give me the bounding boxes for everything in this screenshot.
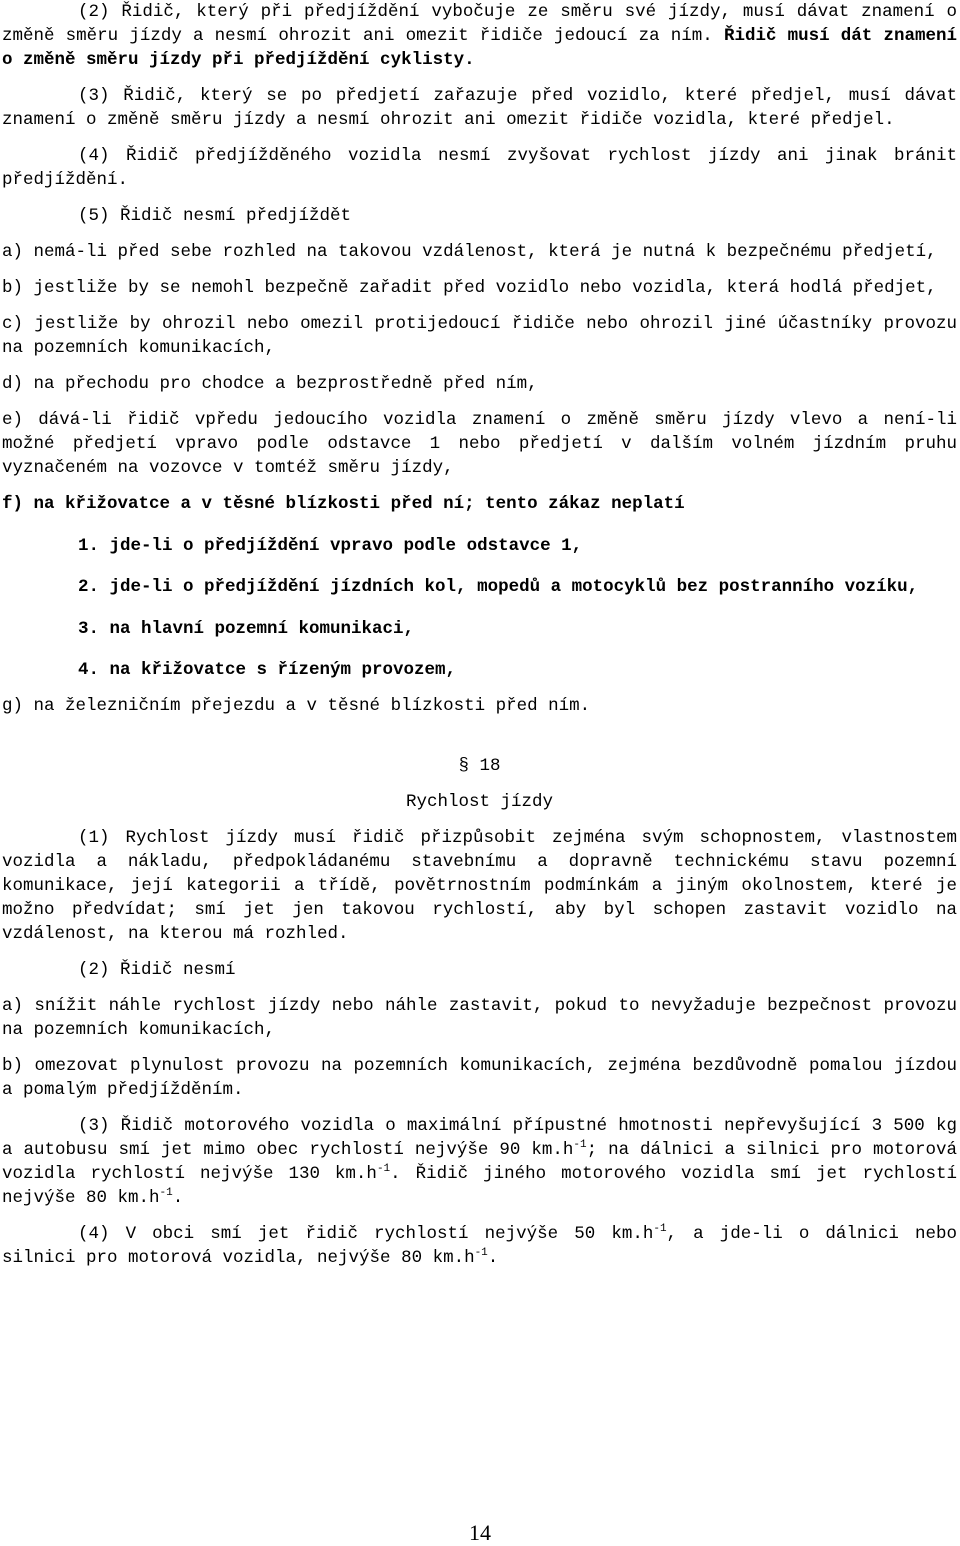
paragraph-18-2b: b) omezovat plynulost provozu na pozemních komunikacích, zejména bezdůvodně pomalou jízdou a pomalým předjížděním. — [2, 1056, 957, 1100]
paragraph-18-3-part1: (3) Řidič motorového vozidla o maximální přípustné hmotnosti nepřevyšující 3 500 kg a autobusu smí jet mimo obec rychlostí nejvýše 90 km.h — [2, 1116, 957, 1160]
exponent: -1 — [474, 1247, 488, 1260]
list-item-d: d) na přechodu pro chodce a bezprostředně před ním, — [2, 374, 538, 394]
exponent: -1 — [573, 1139, 587, 1152]
list-item-c: c) jestliže by ohrozil nebo omezil protijedoucí řidiče nebo ohrozil jiné účastníky provozu na pozemních komunikacích, — [2, 314, 957, 358]
paragraph-18-4-part2: , a jde-li o dálnici nebo silnici pro motorová vozidla, nejvýše 80 km.h — [2, 1224, 958, 1268]
exponent: -1 — [653, 1223, 667, 1236]
paragraph-17-2 — [2, 0, 957, 72]
sub-item-4: 4. na křižovatce s řízeným provozem, — [78, 660, 457, 680]
paragraph-18-2: (2) Řidič nesmí — [78, 960, 236, 980]
document-body — [2, 0, 957, 1282]
paragraph-17-2-bold: Řidič musí dát znamení o změně směru jízdy při předjíždění cyklisty. — [2, 26, 957, 70]
sub-item-3: 3. na hlavní pozemní komunikaci, — [78, 618, 415, 639]
exponent: -1 — [376, 1163, 391, 1176]
list-item-b: b) jestliže by se nemohl bezpečně zařadit před vozidlo nebo vozidla, která hodlá předjet, — [2, 278, 937, 298]
paragraph-18-3-part4: . — [172, 1188, 184, 1208]
paragraph-18-2a: a) snížit náhle rychlost jízdy nebo náhle zastavit, pokud to nevyžaduje bezpečnost provozu na pozemních komunikacích, — [2, 996, 957, 1040]
list-item-e: e) dává-li řidič vpředu jedoucího vozidla znamení o změně směru jízdy vlevo a není-li možné předjetí vpravo podle odstavce 1 nebo předjetí v dalším volném jízdním pruhu vyznačeném na vozovce v tomtéž směru jízdy, — [2, 410, 957, 478]
section-title: Rychlost jízdy — [405, 792, 554, 812]
paragraph-18-3-part3: . Řidič jiného motorového vozidla smí jet rychlostí nejvýše 80 km.h — [2, 1164, 957, 1208]
paragraph-17-4: (4) Řidič předjížděného vozidla nesmí zvyšovat rychlost jízdy ani jinak bránit předjíždění. — [2, 146, 957, 190]
paragraph-17-5: (5) Řidič nesmí předjíždět — [78, 206, 352, 226]
list-item-a: a) nemá-li před sebe rozhled na takovou vzdálenost, která je nutná k bezpečnému předjetí, — [2, 242, 937, 262]
paragraph-18-4-part1: (4) V obci smí jet řidič rychlostí nejvýše 50 km.h — [78, 1224, 654, 1244]
paragraph-17-2-text: (2) Řidič, který při předjíždění vybočuje ze směru své jízdy, musí dávat znamení o změně směru jízdy a nesmí ohrozit ani omezit řidiče jedoucí za ním. — [2, 2, 957, 46]
paragraph-18-4-part3: . — [487, 1248, 499, 1268]
paragraph-18-4 — [2, 1222, 957, 1270]
exponent: -1 — [159, 1187, 173, 1200]
list-item-g: g) na železničním přejezdu a v těsné blízkosti před ním. — [2, 696, 591, 716]
paragraph-18-1: (1) Rychlost jízdy musí řidič přizpůsobit zejména svým schopnostem, vlastnostem vozidla a nákladu, předpokládanému stavebnímu a dopravně technickému stavu pozemní komunikace, její kategorii a třídě, povětrnostním podmínkám a jiným okolnostem, které je možno předvídat; smí jet jen takovou rychlostí, aby byl schopen zastavit vozidlo na vzdálenost, na kterou má rozhled. — [2, 828, 957, 944]
paragraph-18-3 — [2, 1114, 957, 1210]
paragraph-17-3: (3) Řidič, který se po předjetí zařazuje před vozidlo, které předjel, musí dávat znamení o změně směru jízdy a nesmí ohrozit ani omezit řidiče vozidla, které předjel. — [2, 86, 957, 130]
sub-item-2: 2. jde-li o předjíždění jízdních kol, mopedů a motocyklů bez postranního vozíku, — [78, 577, 919, 597]
list-item-f: f) na křižovatce a v těsné blízkosti před ní; tento zákaz neplatí — [2, 494, 685, 514]
paragraph-18-3-part2: ; na dálnici a silnici pro motorová vozidla rychlostí nejvýše 130 km.h — [2, 1140, 958, 1184]
sub-item-1: 1. jde-li o předjíždění vpravo podle odstavce 1, — [78, 535, 583, 556]
section-number: § 18 — [458, 756, 501, 776]
page-number: 14 — [469, 1520, 491, 1545]
